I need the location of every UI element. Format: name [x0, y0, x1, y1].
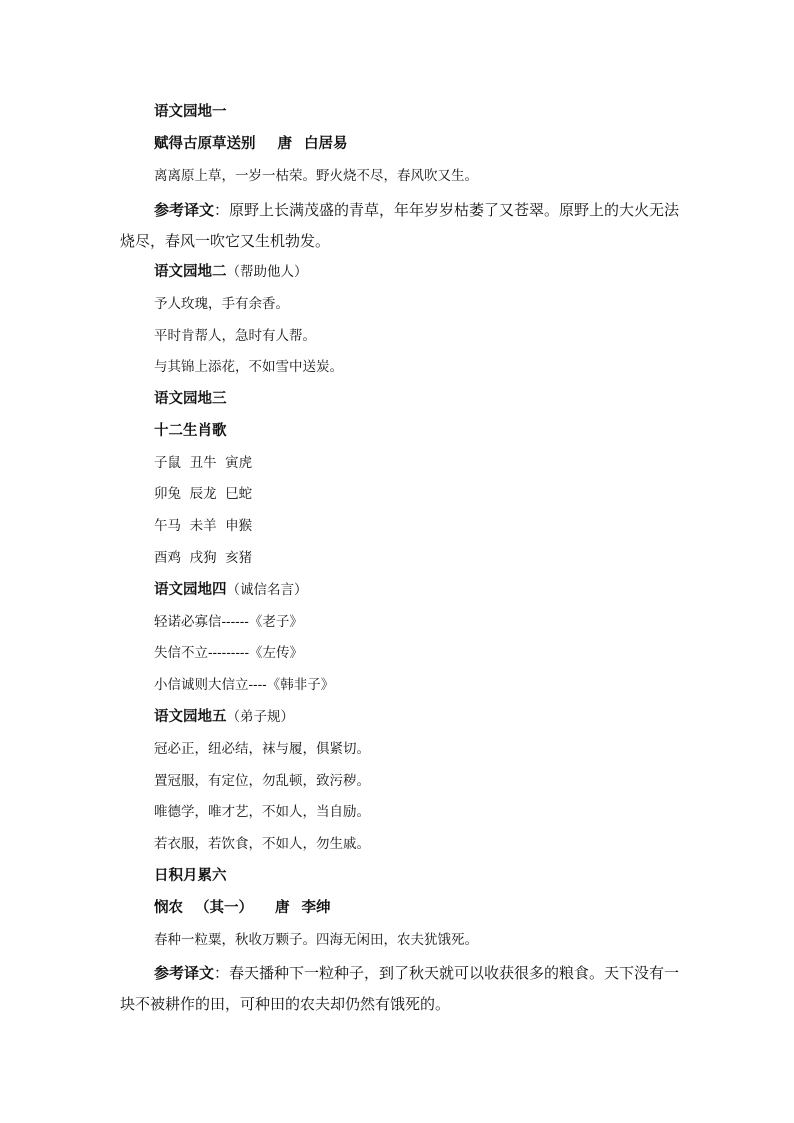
proverb-line: 小信诚则大信立----《韩非子》 [154, 677, 335, 693]
poem-2-title: 悯农 [154, 900, 183, 916]
poem-2-text: 春种一粒粟，秋收万颗子。四海无闲田，农夫犹饿死。 [154, 932, 478, 948]
dizigui-line: 唯德学，唯才艺，不如人，当自励。 [154, 804, 370, 820]
section-3-title: 语文园地三 [154, 391, 227, 407]
poem-2-heading [154, 898, 331, 918]
zodiac-line: 子鼠 丑牛 寅虎 [154, 455, 253, 471]
poem-2-dynasty: 唐 [275, 900, 290, 916]
translation-1-text: 原野上长满茂盛的青草，年年岁岁枯萎了又苍翠。原野上的大火无法烧尽，春风一吹它又生机勃发。 [120, 201, 680, 250]
section-6-title: 日积月累六 [154, 868, 227, 884]
dizigui-line: 若衣服，若饮食，不如人，勿生戚。 [154, 836, 370, 852]
section-4-title: 语文园地四 [154, 582, 227, 598]
poem-2-part: （其一） [195, 900, 253, 916]
section-5-title-row [154, 707, 294, 727]
zodiac-line: 酉鸡 戌狗 亥猪 [154, 550, 253, 566]
section-2-subtitle: （帮助他人） [226, 264, 308, 280]
translation-2-text: 春天播种下一粒种子，到了秋天就可以收获很多的粮食。天下没有一块不被耕作的田，可种田的农夫却仍然有饿死的。 [120, 964, 680, 1013]
poem-2-author: 李绅 [301, 900, 331, 916]
poem-1-title: 赋得古原草送别 [154, 136, 256, 152]
dizigui-line: 冠必正，纽必结，袜与履，俱紧切。 [154, 741, 370, 757]
section-2-title-row [154, 262, 308, 282]
zodiac-line: 午马 未羊 申猴 [154, 518, 253, 534]
section-4-subtitle: （诚信名言） [226, 582, 308, 598]
translation-1-label: 参考译文 [154, 201, 215, 219]
poem-1-author: 白居易 [304, 136, 348, 152]
translation-2-label: 参考译文 [154, 964, 215, 982]
dizigui-line: 置冠服，有定位，勿乱顿，致污秽。 [154, 773, 370, 789]
poem-1-text: 离离原上草，一岁一枯荣。野火烧不尽，春风吹又生。 [154, 168, 478, 184]
section-5-subtitle: （弟子规） [226, 709, 294, 725]
section-2-line: 予人玫瑰，手有余香。 [154, 296, 289, 312]
section-4-title-row [154, 580, 308, 600]
zodiac-line: 卯兔 辰龙 巳蛇 [154, 486, 253, 502]
section-2-line: 平时肯帮人，急时有人帮。 [154, 328, 316, 344]
section-1-title: 语文园地一 [154, 104, 227, 120]
proverb-line: 轻诺必寡信------《老子》 [154, 614, 303, 630]
section-3-heading: 十二生肖歌 [154, 423, 227, 439]
poem-1-heading [154, 134, 348, 154]
section-2-line: 与其锦上添花，不如雪中送炭。 [154, 359, 343, 375]
section-5-title: 语文园地五 [154, 709, 227, 725]
section-2-title: 语文园地二 [154, 264, 227, 280]
translation-2: 参考译文：春天播种下一粒种子，到了秋天就可以收获很多的粮食。天下没有一块不被耕作的田，可种田的农夫却仍然有饿死的。 [120, 964, 680, 1013]
translation-1: 参考译文：原野上长满茂盛的青草，年年岁岁枯萎了又苍翠。原野上的大火无法烧尽，春风一吹它又生机勃发。 [120, 201, 680, 250]
poem-1-dynasty: 唐 [277, 136, 292, 152]
proverb-line: 失信不立---------《左传》 [154, 645, 304, 661]
